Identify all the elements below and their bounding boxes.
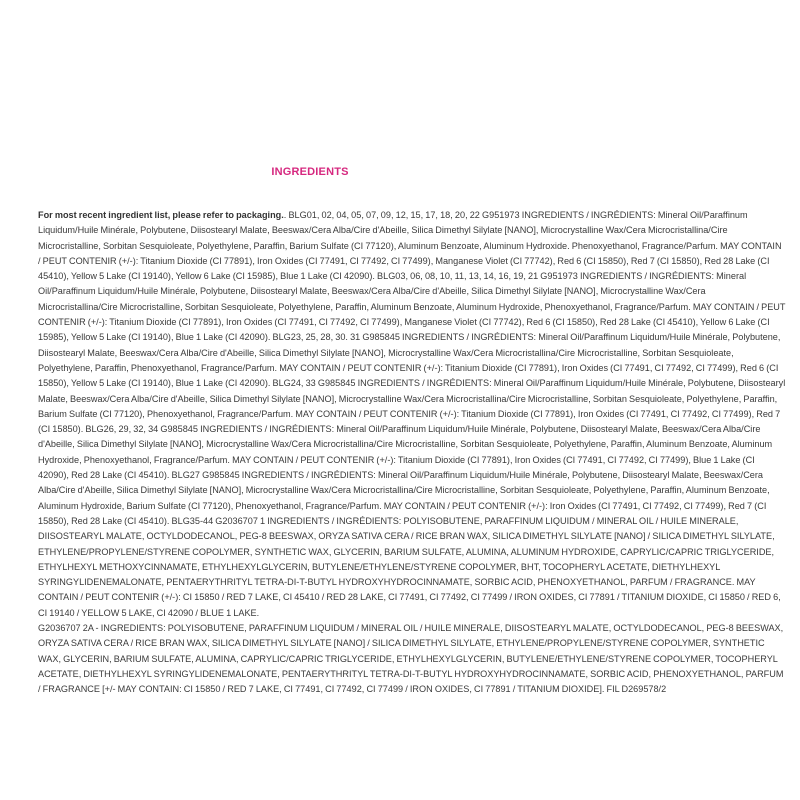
ingredients-paragraph-1	[38, 208, 786, 621]
page-title: INGREDIENTS	[271, 166, 349, 178]
packaging-note: For most recent ingredient list, please refer to packaging.	[38, 210, 284, 220]
ingredients-body-1: . BLG01, 02, 04, 05, 07, 09, 12, 15, 17, 18, 20, 22 G951973 INGREDIENTS / INGRÉDIENTS: Mineral Oil/Paraffinum Liquidum/Huile Minérale, Polybutene, Diisostearyl Malate, Beeswax/Cera Alba/Cire d'Abeille, Silica Dimethyl Silylate [NANO], Microcrystalline Wax/Cera Microcristallina/Cire Microcristalline, Sorbitan Sesquioleate, Polyethylene, Paraffin, Barium Sulfate (CI 77120), Aluminum Benzoate, Aluminum Hydroxide. Phenoxyethanol, Fragrance/Parfum. MAY CONTAIN / PEUT CONTENIR (+/-): Titanium Dioxide (CI 77891), Iron Oxides (CI 77491, CI 77492, CI 77499), Manganese Violet (CI 77742), Red 6 (CI 15850), Red 7 (CI 15850), Red 28 Lake (CI 45410), Yellow 5 Lake (CI 19140), Yellow 6 Lake (CI 15985), Blue 1 Lake (CI 42090). BLG03, 06, 08, 10, 11, 13, 14, 16, 19, 21 G951973 INGREDIENTS / INGRÉDIENTS: Mineral Oil/Paraffinum Liquidum/Huile Minérale, Polybutene, Diisostearyl Malate, Beeswax/Cera Alba/Cire d'Abeille, Silica Dimethyl Silylate [NANO], Microcrystalline Wax/Cera Microcristallina/Cire Microcristalline, Sorbitan Sesquioleate, Polyethylene, Paraffin, Aluminum Benzoate, Aluminum Hydroxide, Phenoxyethanol, Fragrance/Parfum. MAY CONTAIN / PEUT CONTENIR (+/-): Titanium Dioxide (CI 77891), Iron Oxides (CI 77491, CI 77492, CI 77499), Manganese Violet (CI 77742), Red 6 (CI 15850), Red 28 Lake (CI 45410), Yellow 6 Lake (CI 15985), Yellow 5 Lake (CI 19140), Blue 1 Lake (CI 42090). BLG23, 25, 28, 30. 31 G985845 INGREDIENTS / INGRÉDIENTS: Mineral Oil/Paraffinum Liquidum/Huile Minérale, Polybutene, Diisostearyl Malate, Beeswax/Cera Alba/Cire d'Abeille, Silica Dimethyl Silylate [NANO], Microcrystalline Wax/Cera Microcristallina/Cire Microcristalline, Sorbitan Sesquioleate, Polyethylene, Paraffin, Phenoxyethanol, Fragrance/Parfum. MAY CONTAIN / PEUT CONTENIR (+/-): Titanium Dioxide (CI 77891), Iron Oxides (CI 77491, CI 77492, CI 77499), Red 6 (CI 15850), Yellow 5 Lake (CI 19140), Blue 1 Lake (CI 42090). BLG24, 33 G985845 INGREDIENTS / INGRÉDIENTS: Mineral Oil/Paraffinum Liquidum/Huile Minérale, Polybutene, Diisostearyl Malate, Beeswax/Cera Alba/Cire d'Abeille, Silica Dimethyl Silylate [NANO], Microcrystalline Wax/Cera Microcristallina/Cire Microcristalline, Sorbitan Sesquioleate, Polyethylene, Paraffin, Barium Sulfate (CI 77120), Phenoxyethanol, Fragrance/Parfum. MAY CONTAIN / PEUT CONTENIR (+/-): Titanium Dioxide (CI 77891), Iron Oxides (CI 77491, CI 77492, CI 77499), Red 7 (CI 15850). BLG26, 29, 32, 34 G985845 INGREDIENTS / INGRÉDIENTS: Mineral Oil/Paraffinum Liquidum/Huile Minérale, Polybutene, Diisostearyl Malate, Beeswax/Cera Alba/Cire d'Abeille, Silica Dimethyl Silylate [NANO], Microcrystalline Wax/Cera Microcristallina/Cire Microcristalline, Sorbitan Sesquioleate, Polyethylene, Paraffin, Aluminum Benzoate, Aluminum Hydroxide, Phenoxyethanol, Fragrance/Parfum. MAY CONTAIN / PEUT CONTENIR (+/-): Titanium Dioxide (CI 77891), Iron Oxides (CI 77491, CI 77492, CI 77499), Blue 1 Lake (CI 42090), Red 28 Lake (CI 45410). BLG27 G985845 INGREDIENTS / INGRÉDIENTS: Mineral Oil/Paraffinum Liquidum/Huile Minérale, Polybutene, Diisostearyl Malate, Beeswax/Cera Alba/Cire d'Abeille, Silica Dimethyl Silylate [NANO], Microcrystalline Wax/Cera Microcristallina/Cire Microcristalline, Sorbitan Sesquioleate, Polyethylene, Paraffin, Aluminum Benzoate, Aluminum Hydroxide, Barium Sulfate (CI 77120), Phenoxyethanol, Fragrance/Parfum. MAY CONTAIN / PEUT CONTENIR (+/-): Iron Oxides (CI 77491, CI 77492, CI 77499), Red 7 (CI 15850), Red 28 Lake (CI 45410). BLG35-44 G2036707 1 INGREDIENTS / INGRÉDIENTS: POLYISOBUTENE, PARAFFINUM LIQUIDUM / MINERAL OIL / HUILE MINERALE, DIISOSTEARYL MALATE, OCTYLDODECANOL, PEG-8 BEESWAX, ORYZA SATIVA CERA / RICE BRAN WAX, SILICA DIMETHYL SILYLATE [NANO] / SILICA DIMETHYL SILYLATE, ETHYLENE/PROPYLENE/STYRENE COPOLYMER, SYNTHETIC WAX, GLYCERIN, BARIUM SULFATE, ALUMINA, ALUMINUM HYDROXIDE, CAPRYLIC/CAPRIC TRIGLYCERIDE, ETHYLHEXYL METHOXYCINNAMATE, ETHYLHEXYLGLYCERIN, BUTYLENE/ETHYLENE/STYRENE COPOLYMER, BHT, TOCOPHERYL ACETATE, DIETHYLHEXYL SYRINGYLIDENEMALONATE, PENTAERYTHRITYL TETRA-DI-T-BUTYL HYDROXYHYDROCINNAMATE, SORBIC ACID, PHENOXYETHANOL, PARFUM / FRAGRANCE. MAY CONTAIN / PEUT CONTENIR (+/-): CI 15850 / RED 7 LAKE, CI 45410 / RED 28 LAKE, CI 77491, CI 77492, CI 77499 / IRON OXIDES, CI 77891 / TITANIUM DIOXIDE, CI 15850 / RED 6, CI 19140 / YELLOW 5 LAKE, CI 42090 / BLUE 1 LAKE.	[38, 210, 786, 618]
ingredients-paragraph-2: G2036707 2A - INGREDIENTS: POLYISOBUTENE, PARAFFINUM LIQUIDUM / MINERAL OIL / HUILE MINERALE, DIISOSTEARYL MALATE, OCTYLDODECANOL, PEG-8 BEESWAX, ORYZA SATIVA CERA / RICE BRAN WAX, SILICA DIMETHYL SILYLATE [NANO] / SILICA DIMETHYL SILYLATE, ETHYLENE/PROPYLENE/STYRENE COPOLYMER, SYNTHETIC WAX, GLYCERIN, BARIUM SULFATE, ALUMINA, CAPRYLIC/CAPRIC TRIGLYCERIDE, ETHYLHEXYLGLYCERIN, BUTYLENE/ETHYLENE/STYRENE COPOLYMER, TOCOPHERYL ACETATE, DIETHYLHEXYL SYRINGYLIDENEMALONATE, PENTAERYTHRITYL TETRA-DI-T-BUTYL HYDROXYHYDROCINNAMATE, SORBIC ACID, PHENOXYETHANOL, PARFUM / FRAGRANCE [+/- MAY CONTAIN: CI 15850 / RED 7 LAKE, CI 77491, CI 77492, CI 77499 / IRON OXIDES, CI 77891 / TITANIUM DIOXIDE]. FIL D269578/2	[38, 623, 784, 695]
ingredients-text	[38, 208, 786, 698]
